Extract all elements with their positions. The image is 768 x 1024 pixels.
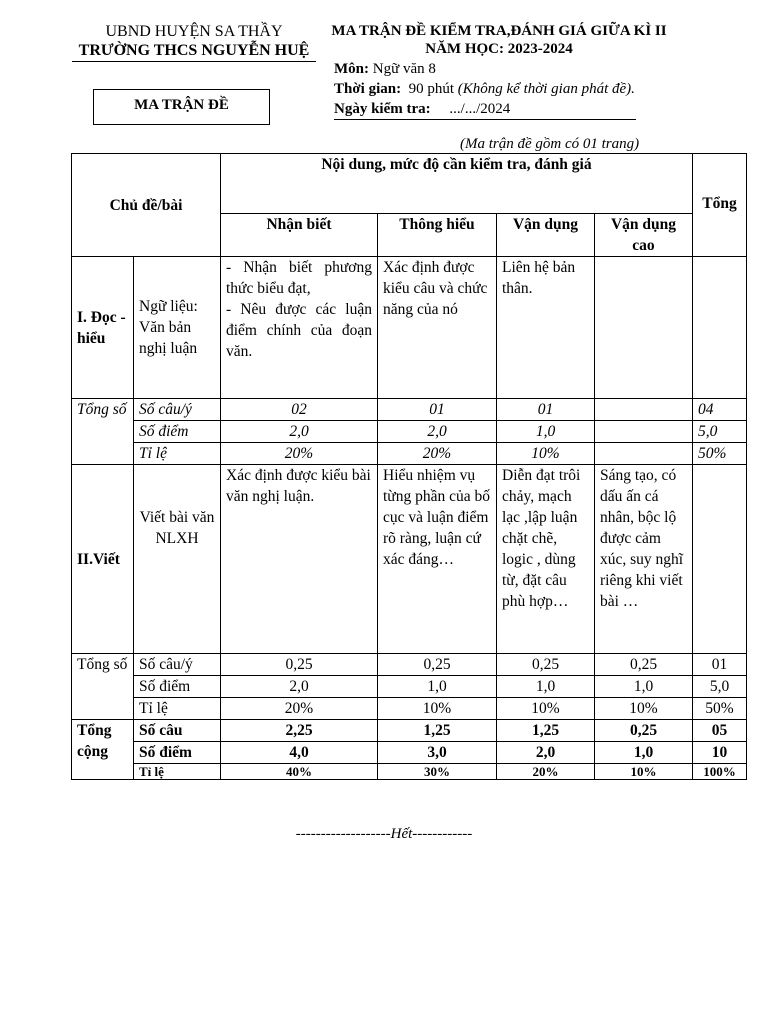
grand-cell: 40% bbox=[221, 764, 378, 780]
reading-cell: 20% bbox=[221, 443, 378, 465]
grand-cell: 2,25 bbox=[221, 720, 378, 742]
reading-apply-high bbox=[595, 257, 693, 399]
title-line: MA TRẬN ĐỀ KIỂM TRA,ĐÁNH GIÁ GIỮA KÌ II bbox=[331, 23, 667, 39]
grand-cell: 3,0 bbox=[378, 742, 497, 764]
assessment-matrix-table bbox=[71, 153, 747, 780]
reading-material: Ngữ liệu: Văn bản nghị luận bbox=[134, 257, 221, 399]
writing-cell: 0,25 bbox=[595, 654, 693, 676]
reading-row-label: Số câu/ý bbox=[134, 399, 221, 421]
school-year: NĂM HỌC: 2023-2024 bbox=[425, 41, 573, 57]
writing-cell: 1,0 bbox=[378, 676, 497, 698]
header-topic: Chủ đề/bài bbox=[72, 154, 221, 257]
writing-cell: 10% bbox=[595, 698, 693, 720]
section-writing: II.Viết bbox=[72, 465, 134, 654]
end-marker: -------------------Hết------------ bbox=[295, 826, 473, 842]
grand-cell: 10% bbox=[595, 764, 693, 780]
reading-row-total: 50% bbox=[693, 443, 747, 465]
reading-row-label: Số điểm bbox=[134, 421, 221, 443]
header-content: Nội dung, mức độ cần kiểm tra, đánh giá bbox=[221, 154, 693, 214]
writing-summary-label: Tổng số bbox=[72, 654, 134, 720]
reading-cell bbox=[595, 399, 693, 421]
writing-understand: Hiểu nhiệm vụ từng phần của bố cục và luận điểm rõ ràng, luận cứ xác đáng… bbox=[378, 465, 497, 654]
level-apply-high: Vận dụng cao bbox=[595, 214, 693, 257]
reading-cell: 02 bbox=[221, 399, 378, 421]
writing-cell: 2,0 bbox=[221, 676, 378, 698]
writing-cell: 0,25 bbox=[378, 654, 497, 676]
header-total-cont bbox=[693, 214, 747, 257]
org-underline bbox=[72, 61, 316, 62]
grand-row-label: Số câu bbox=[134, 720, 221, 742]
grand-row-label: Số điểm bbox=[134, 742, 221, 764]
subject-line: Môn: Ngữ văn 8 bbox=[334, 61, 436, 77]
writing-apply: Diễn đạt trôi chảy, mạch lạc ,lập luận chặt chẽ, logic , dùng từ, đặt câu phù hợp… bbox=[497, 465, 595, 654]
grand-cell: 0,25 bbox=[595, 720, 693, 742]
writing-row-total: 5,0 bbox=[693, 676, 747, 698]
date-line: Ngày kiểm tra: .../.../2024 bbox=[334, 101, 511, 117]
grand-cell: 4,0 bbox=[221, 742, 378, 764]
writing-row-label: Số điểm bbox=[134, 676, 221, 698]
reading-summary-label: Tổng số bbox=[72, 399, 134, 465]
level-understand: Thông hiểu bbox=[378, 214, 497, 257]
matrix-box-label: MA TRẬN ĐỀ bbox=[93, 89, 270, 125]
grand-cell: 2,0 bbox=[497, 742, 595, 764]
reading-cell: 01 bbox=[378, 399, 497, 421]
reading-apply: Liên hệ bản thân. bbox=[497, 257, 595, 399]
writing-cell: 1,0 bbox=[497, 676, 595, 698]
info-underline bbox=[334, 119, 636, 120]
reading-cell bbox=[595, 443, 693, 465]
school-name: TRƯỜNG THCS NGUYỄN HUỆ bbox=[78, 42, 310, 59]
writing-cell: 20% bbox=[221, 698, 378, 720]
reading-cell: 01 bbox=[497, 399, 595, 421]
grand-row-total: 05 bbox=[693, 720, 747, 742]
writing-cell: 10% bbox=[378, 698, 497, 720]
reading-cell: 2,0 bbox=[221, 421, 378, 443]
reading-understand: Xác định được kiểu câu và chức năng của nó bbox=[378, 257, 497, 399]
writing-cell: 0,25 bbox=[497, 654, 595, 676]
writing-apply-high: Sáng tạo, có dấu ấn cá nhân, bộc lộ được cảm xúc, suy nghĩ riêng khi viết bài … bbox=[595, 465, 693, 654]
writing-recognize: Xác định được kiểu bài văn nghị luận. bbox=[221, 465, 378, 654]
document-title bbox=[318, 22, 680, 58]
organization-header bbox=[72, 22, 316, 60]
page-count-note: (Ma trận đề gồm có 01 trang) bbox=[460, 136, 640, 152]
grand-cell: 1,25 bbox=[378, 720, 497, 742]
reading-cell: 20% bbox=[378, 443, 497, 465]
writing-row-total: 01 bbox=[693, 654, 747, 676]
grand-row-total: 10 bbox=[693, 742, 747, 764]
grand-cell: 20% bbox=[497, 764, 595, 780]
exam-info bbox=[334, 59, 694, 119]
grand-cell: 1,25 bbox=[497, 720, 595, 742]
reading-row-label: Tỉ lệ bbox=[134, 443, 221, 465]
grand-row-total: 100% bbox=[693, 764, 747, 780]
writing-row-label: Số câu/ý bbox=[134, 654, 221, 676]
reading-row-total: 04 bbox=[693, 399, 747, 421]
reading-cell bbox=[595, 421, 693, 443]
reading-cell: 1,0 bbox=[497, 421, 595, 443]
header-total: Tổng bbox=[693, 154, 747, 214]
writing-row-label: Tỉ lệ bbox=[134, 698, 221, 720]
time-line: Thời gian: 90 phút (Không kể thời gian phát đề). bbox=[334, 81, 635, 97]
writing-row-total: 50% bbox=[693, 698, 747, 720]
level-apply: Vận dụng bbox=[497, 214, 595, 257]
writing-total bbox=[693, 465, 747, 654]
grand-cell: 1,0 bbox=[595, 742, 693, 764]
writing-cell: 10% bbox=[497, 698, 595, 720]
district-name: UBND HUYỆN SA THẦY bbox=[105, 23, 283, 40]
reading-cell: 2,0 bbox=[378, 421, 497, 443]
writing-material: Viết bài văn NLXH bbox=[134, 465, 221, 654]
section-reading: I. Đọc - hiểu bbox=[72, 257, 134, 399]
reading-cell: 10% bbox=[497, 443, 595, 465]
grand-row-label: Tỉ lệ bbox=[134, 764, 221, 780]
writing-cell: 1,0 bbox=[595, 676, 693, 698]
writing-cell: 0,25 bbox=[221, 654, 378, 676]
reading-recognize: - Nhận biết phương thức biểu đạt, - Nêu được các luận điểm chính của đoạn văn. bbox=[221, 257, 378, 399]
reading-row-total: 5,0 bbox=[693, 421, 747, 443]
grand-total-label: Tổng cộng bbox=[72, 720, 134, 780]
grand-cell: 30% bbox=[378, 764, 497, 780]
level-recognize: Nhận biết bbox=[221, 214, 378, 257]
reading-total bbox=[693, 257, 747, 399]
